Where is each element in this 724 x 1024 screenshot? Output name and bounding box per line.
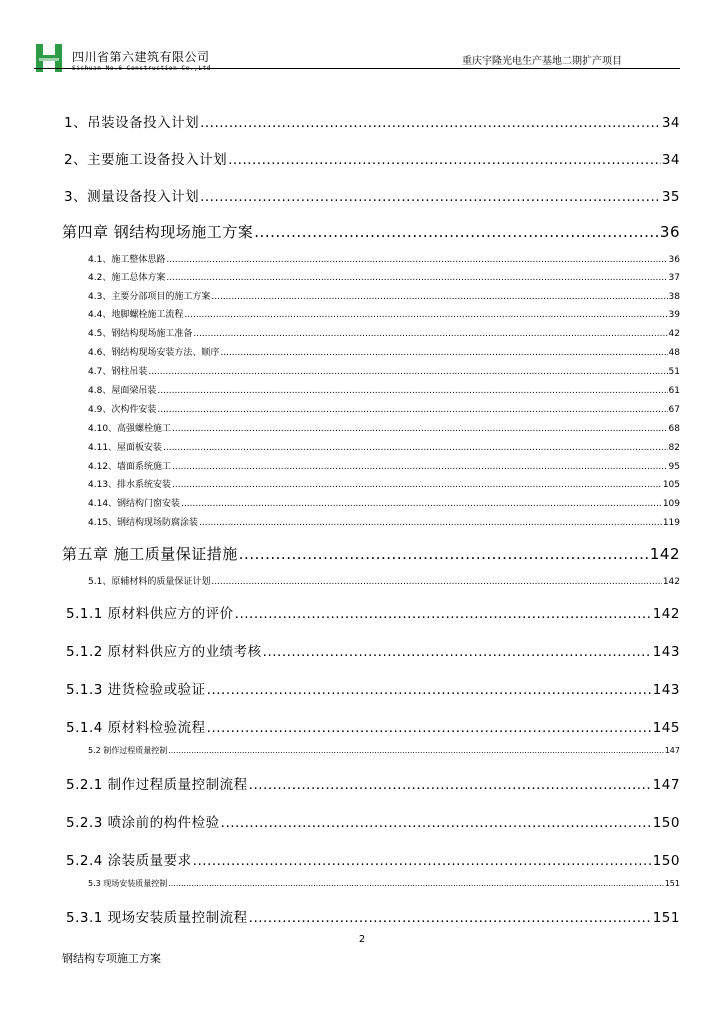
toc-entry-page: 48 (668, 348, 680, 358)
toc-dot-leader (228, 152, 661, 168)
toc-entry-page: 147 (652, 777, 680, 793)
toc-entry[interactable] (88, 270, 680, 283)
toc-entry[interactable] (64, 148, 680, 168)
toc-dot-leader (200, 189, 661, 205)
toc-entry[interactable] (66, 678, 680, 698)
toc-dot-leader (239, 545, 649, 563)
toc-dot-leader (220, 348, 667, 358)
toc-entry[interactable] (66, 716, 680, 736)
toc-entry-title: 5.1、原辅材料的质量保证计划 (88, 577, 211, 587)
toc-entry-title: 4.2、施工总体方案 (88, 273, 166, 283)
toc-dot-leader (172, 424, 668, 434)
toc-dot-leader (181, 499, 662, 509)
toc-entry-page: 109 (662, 499, 680, 509)
toc-entry-title: 4.6、钢结构现场安装方法、顺序 (88, 348, 220, 358)
toc-entry[interactable] (64, 185, 680, 205)
toc-entry-title: 第五章 施工质量保证措施 (62, 545, 238, 563)
toc-entry-page: 51 (668, 367, 680, 377)
toc-entry-page: 145 (652, 720, 680, 736)
toc-entry-title: 4.5、钢结构现场施工准备 (88, 329, 193, 339)
toc-entry[interactable] (88, 878, 680, 889)
toc-entry-title: 2、主要施工设备投入计划 (64, 152, 228, 168)
toc-dot-leader (254, 223, 659, 241)
toc-entry-page: 151 (652, 910, 680, 926)
toc-dot-leader (207, 720, 652, 736)
toc-entry[interactable] (64, 111, 680, 131)
toc-entry-title: 1、吊装设备投入计划 (64, 115, 200, 131)
toc-entry[interactable] (66, 602, 680, 622)
toc-entry-page: 36 (659, 223, 680, 241)
toc-dot-leader (166, 273, 667, 283)
toc-entry[interactable] (66, 811, 680, 831)
toc-entry[interactable] (88, 477, 680, 490)
company-name-cn: 四川省第六建筑有限公司 (72, 50, 210, 64)
toc-entry[interactable] (88, 515, 680, 528)
toc-entry-title: 4.7、钢柱吊装 (88, 367, 148, 377)
toc-entry-title: 4.12、墙面系统施工 (88, 462, 172, 472)
toc-entry-page: 150 (652, 815, 680, 831)
toc-dot-leader (172, 480, 662, 490)
toc-entry-page: 42 (668, 329, 680, 339)
toc-dot-leader (148, 367, 667, 377)
toc-entry-title: 4.15、钢结构现场防腐涂装 (88, 518, 199, 528)
toc-entry-title: 5.3 现场安装质量控制 (88, 879, 168, 888)
toc-entry[interactable] (88, 364, 680, 377)
toc-dot-leader (211, 292, 667, 302)
toc-entry-page: 143 (652, 682, 680, 698)
toc-dot-leader (168, 746, 663, 755)
toc-entry-page: 37 (668, 273, 680, 283)
toc-dot-leader (207, 682, 652, 698)
toc-entry-title: 4.1、施工整体思路 (88, 255, 166, 265)
toc-entry-title: 4.3、主要分部项目的施工方案 (88, 292, 211, 302)
toc-dot-leader (166, 255, 667, 265)
toc-entry-page: 67 (668, 405, 680, 415)
project-name: 重庆宇隆光电生产基地二期扩产项目 (462, 56, 622, 67)
toc-entry-page: 35 (661, 189, 680, 205)
toc-entry-page: 34 (661, 115, 680, 131)
toc-entry-page: 143 (652, 644, 680, 660)
toc-entry[interactable] (88, 383, 680, 396)
toc-dot-leader (263, 644, 652, 660)
toc-entry-page: 82 (668, 443, 680, 453)
toc-entry[interactable] (66, 849, 680, 869)
toc-entry-title: 5.2 制作过程质量控制 (88, 746, 168, 755)
document-footer: 钢结构专项施工方案 (62, 952, 161, 965)
toc-dot-leader (157, 386, 667, 396)
toc-entry-page: 36 (668, 255, 680, 265)
toc-entry[interactable] (88, 745, 680, 756)
toc-entry[interactable] (88, 459, 680, 472)
toc-entry[interactable] (88, 496, 680, 509)
page-header (36, 44, 680, 70)
toc-entry-title: 5.2.4 涂装质量要求 (66, 853, 192, 869)
toc-dot-leader (157, 405, 667, 415)
toc-entry-page: 147 (664, 746, 680, 755)
toc-dot-leader (249, 777, 652, 793)
toc-entry-page: 151 (664, 879, 680, 888)
toc-entry-page: 142 (652, 606, 680, 622)
toc-entry-page: 61 (668, 386, 680, 396)
toc-entry[interactable] (88, 252, 680, 265)
toc-entry-title: 5.2.3 喷涂前的构件检验 (66, 815, 220, 831)
toc-entry[interactable] (62, 543, 680, 564)
toc-entry-page: 142 (649, 545, 680, 563)
toc-entry[interactable] (88, 345, 680, 358)
toc-entry-page: 119 (662, 518, 680, 528)
toc-entry[interactable] (66, 773, 680, 793)
toc-entry-title: 第四章 钢结构现场施工方案 (62, 223, 254, 241)
page-number: 2 (358, 934, 366, 945)
toc-entry-page: 150 (652, 853, 680, 869)
toc-entry-title: 5.1.1 原材料供应方的评价 (66, 606, 234, 622)
toc-entry[interactable] (66, 640, 680, 660)
toc-dot-leader (200, 115, 661, 131)
toc-entry-title: 4.10、高强螺栓施工 (88, 424, 172, 434)
toc-entry-title: 5.3.1 现场安装质量控制流程 (66, 910, 248, 926)
toc-entry[interactable] (88, 326, 680, 339)
toc-entry-title: 3、测量设备投入计划 (64, 189, 200, 205)
toc-entry[interactable] (88, 289, 680, 302)
toc-entry-title: 4.14、钢结构门窗安装 (88, 499, 181, 509)
toc-entry[interactable] (88, 307, 680, 320)
toc-entry-page: 105 (662, 480, 680, 490)
toc-entry[interactable] (62, 221, 680, 242)
toc-dot-leader (168, 879, 663, 888)
toc-entry-title: 5.1.2 原材料供应方的业绩考核 (66, 644, 262, 660)
toc-entry[interactable] (88, 440, 680, 453)
toc-entry-title: 5.2.1 制作过程质量控制流程 (66, 777, 248, 793)
toc-entry-page: 68 (668, 424, 680, 434)
toc-entry-page: 38 (668, 292, 680, 302)
toc-dot-leader (163, 443, 668, 453)
toc-entry-page: 39 (668, 310, 680, 320)
toc-entry-page: 95 (668, 462, 680, 472)
toc-dot-leader (211, 577, 661, 587)
toc-entry-title: 4.11、屋面板安装 (88, 443, 163, 453)
toc-dot-leader (172, 462, 668, 472)
toc-dot-leader (249, 910, 652, 926)
toc-dot-leader (193, 329, 667, 339)
toc-entry[interactable] (88, 421, 680, 434)
toc-entry[interactable] (66, 906, 680, 926)
toc-dot-leader (221, 815, 652, 831)
toc-dot-leader (199, 518, 662, 528)
toc-entry-title: 5.1.3 进货检验或验证 (66, 682, 206, 698)
header-divider (34, 68, 680, 69)
toc-entry[interactable] (88, 402, 680, 415)
toc-dot-leader (184, 310, 667, 320)
toc-entry-title: 4.8、屋面梁吊装 (88, 386, 157, 396)
toc-entry-title: 4.9、次构件安装 (88, 405, 157, 415)
toc-entry-page: 142 (662, 577, 680, 587)
toc-entry-title: 4.13、排水系统安装 (88, 480, 172, 490)
toc-dot-leader (193, 853, 652, 869)
toc-entry-title: 4.4、地脚螺栓施工流程 (88, 310, 184, 320)
toc-entry-page: 34 (661, 152, 680, 168)
toc-dot-leader (235, 606, 652, 622)
toc-entry[interactable] (88, 574, 680, 587)
toc-entry-title: 5.1.4 原材料检验流程 (66, 720, 206, 736)
